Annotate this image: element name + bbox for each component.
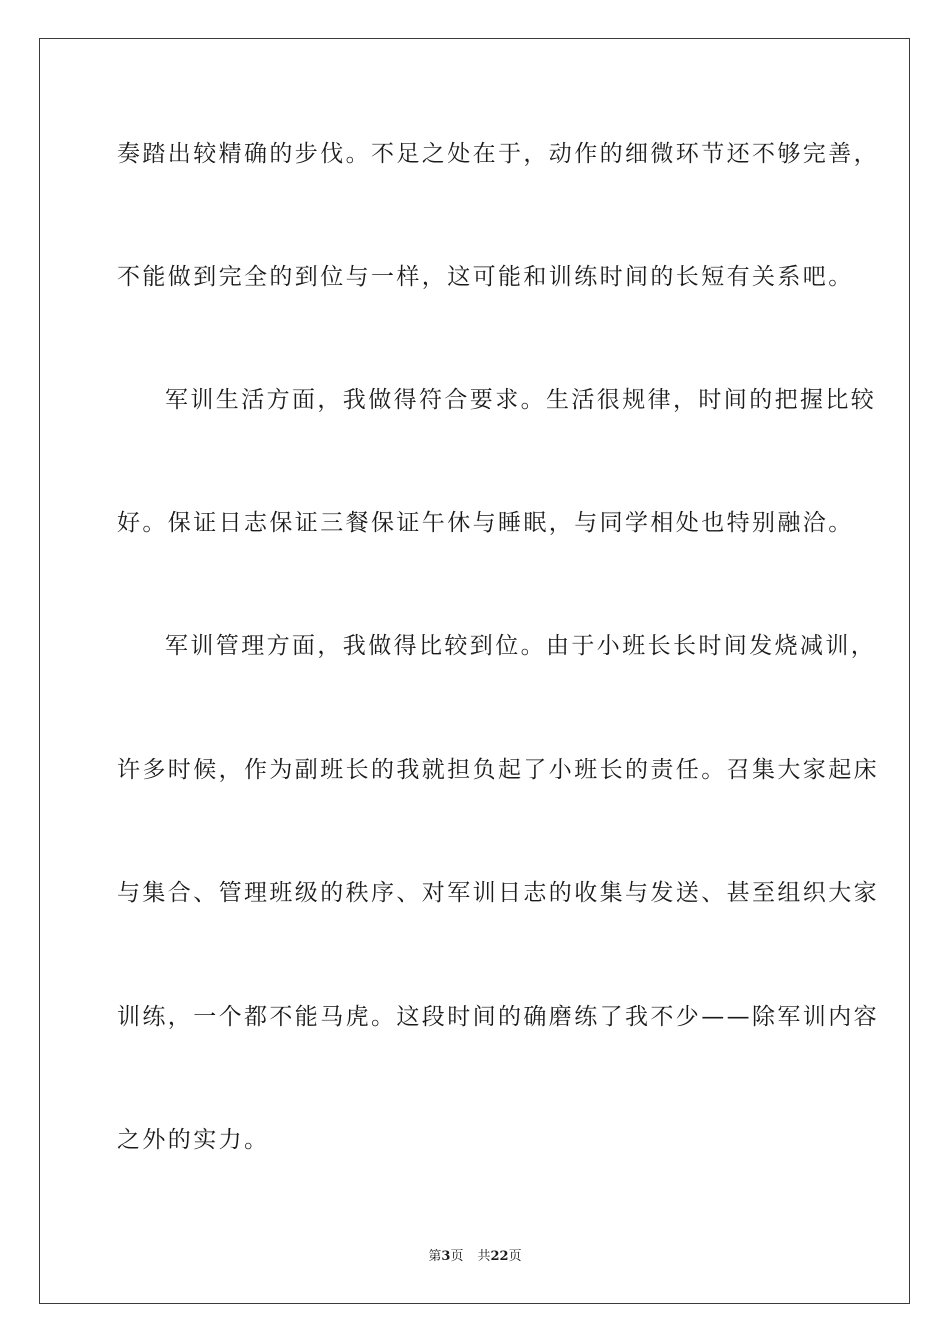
text-line-1: 奏踏出较精确的步伐。不足之处在于，动作的细微环节还不够完善， <box>117 141 879 167</box>
page-suffix: 页 <box>450 1249 464 1264</box>
text-line-5-paragraph-start: 军训管理方面，我做得比较到位。由于小班长长时间发烧减训， <box>165 633 877 659</box>
text-line-4: 好。保证日志保证三餐保证午休与睡眠，与同学相处也特别融洽。 <box>117 510 854 536</box>
page-border <box>39 38 910 1304</box>
total-suffix: 页 <box>508 1249 522 1264</box>
text-line-3-paragraph-start: 军训生活方面，我做得符合要求。生活很规律，时间的把握比较 <box>165 387 877 413</box>
text-line-6: 许多时候，作为副班长的我就担负起了小班长的责任。召集大家起床 <box>117 757 879 783</box>
total-prefix: 共 <box>477 1249 491 1264</box>
page-number: 3 <box>441 1249 451 1264</box>
page-footer <box>0 1248 950 1266</box>
text-line-9: 之外的实力。 <box>117 1127 270 1153</box>
text-line-2: 不能做到完全的到位与一样，这可能和训练时间的长短有关系吧。 <box>117 264 854 290</box>
text-line-8: 训练，一个都不能马虎。这段时间的确磨练了我不少——除军训内容 <box>117 1004 879 1030</box>
page-prefix: 第 <box>428 1249 442 1264</box>
text-line-7: 与集合、管理班级的秩序、对军训日志的收集与发送、甚至组织大家 <box>117 880 879 906</box>
total-pages: 22 <box>490 1249 509 1264</box>
